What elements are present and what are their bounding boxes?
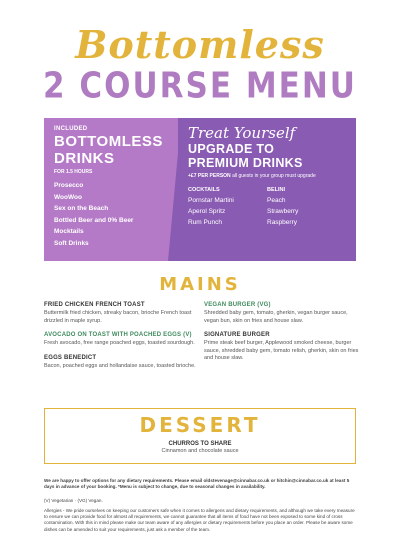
per-person-label: PER PERSON (197, 173, 231, 179)
belini-column (267, 187, 346, 228)
cocktails-heading: COCKTAILS (188, 187, 220, 193)
belini-item: Raspberry (267, 219, 297, 226)
dish-description: Fresh avocado, free range poached eggs, toasted sourdough. (44, 340, 195, 346)
diet-key: (V) Vegetarian · (VG) Vegan. (44, 498, 103, 503)
drinks-item: WooWoo (54, 193, 82, 201)
dish-item (204, 332, 364, 363)
drinks-item: Sex on the Beach (54, 205, 109, 212)
dish-name: VEGAN BURGER (VG) (204, 302, 271, 308)
drinks-item: Mocktails (54, 228, 84, 235)
mains-heading: MAINS (159, 274, 241, 295)
script-title: Bottomless (75, 22, 325, 67)
mains-left-column (44, 302, 204, 377)
dish-name: SIGNATURE BURGER (204, 332, 270, 338)
cocktail-item: Rum Punch (188, 219, 222, 226)
dish-description: Buttermilk fried chicken, streaky bacon, brioche French toast drizzled in maple syrup. (44, 310, 192, 324)
dish-description: Shredded baby gem, tomato, gherkin, vegan burger sauce, vegan bun, skin on fries and house slaw. (204, 310, 348, 324)
cocktail-item: Pornstar Martini (188, 197, 234, 204)
dish-item (44, 332, 204, 348)
upgrade-title-line1: UPGRADE TO (188, 142, 275, 156)
dish-description: Bacon, poached eggs and hollandaise sauce, toasted brioche. (44, 362, 196, 369)
allergies-notice: Allergies - We pride ourselves on keeping our customers safe when it comes to allergens and dietary requirements, and although we take every measure to ensure we can provide food for almost all requirements, we cannot guarantee that all items of food have not been exposed to some kind of cross contamination. With this in mind please make our team aware of any allergies or dietary requirements before you place an order. Please be aware some dishes can be amended to suit your requirements, just ask a member of the team. (44, 508, 355, 532)
treat-yourself-heading: Treat Yourself (188, 124, 296, 142)
dish-item (44, 355, 204, 371)
dessert-box (44, 408, 356, 464)
drinks-item: Bottled Beer and 0% Beer (54, 216, 134, 224)
drinks-list (54, 180, 168, 249)
premium-columns (188, 187, 346, 228)
belini-item: Strawberry (267, 208, 299, 215)
dessert-heading: DESSERT (139, 413, 261, 437)
bottomless-title-line1: BOTTOMLESS (54, 133, 163, 150)
dish-item (44, 302, 204, 325)
hours-label: FOR 1.5 HOURS (54, 169, 93, 175)
dish-name: EGGS BENEDICT (44, 354, 97, 361)
cocktails-column (188, 187, 267, 228)
dessert-description: Cinnamon and chocolate sauce (161, 448, 239, 454)
upgrade-title-line2: PREMIUM DRINKS (188, 156, 303, 170)
dietary-notice: We are happy to offer options for any dietary requirements. Please email oldstevenage@cinnabar.co.uk or hitchin@cinnabar.co.uk at least 5 days in advance of your booking. *Menu is subject to change, due to seasonal changes in availability. (44, 478, 350, 490)
dessert-name: CHURROS TO SHARE (168, 441, 232, 447)
dish-description: Prime steak beef burger, Applewood smoked cheese, burger sauce, shredded baby gem, tomato relish, gherkin, skin on fries and house slaw. (204, 340, 359, 361)
upgrade-price: +£7 (188, 173, 197, 179)
page-title: 2 COURSE MENU (43, 65, 357, 107)
dish-name: FRIED CHICKEN FRENCH TOAST (44, 302, 145, 308)
upgrade-price-line (188, 173, 346, 179)
bottomless-drinks-panel (44, 118, 178, 261)
belini-item: Peach (267, 197, 286, 204)
drinks-box (44, 118, 356, 261)
drinks-item: Soft Drinks (54, 239, 89, 247)
bottomless-title-line2: DRINKS (54, 150, 115, 167)
upgrade-condition: all guests in your group must upgrade (232, 173, 316, 179)
drinks-item: Prosecco (54, 182, 84, 189)
dish-item (204, 302, 364, 325)
included-label: INCLUDED (54, 126, 88, 132)
mains-right-column (204, 302, 364, 370)
cocktail-item: Aperol Spritz (188, 208, 226, 215)
belini-heading: BELINI (267, 187, 286, 193)
dish-name: AVOCADO ON TOAST WITH POACHED EGGS (V) (44, 332, 192, 338)
premium-drinks-panel (178, 118, 356, 261)
